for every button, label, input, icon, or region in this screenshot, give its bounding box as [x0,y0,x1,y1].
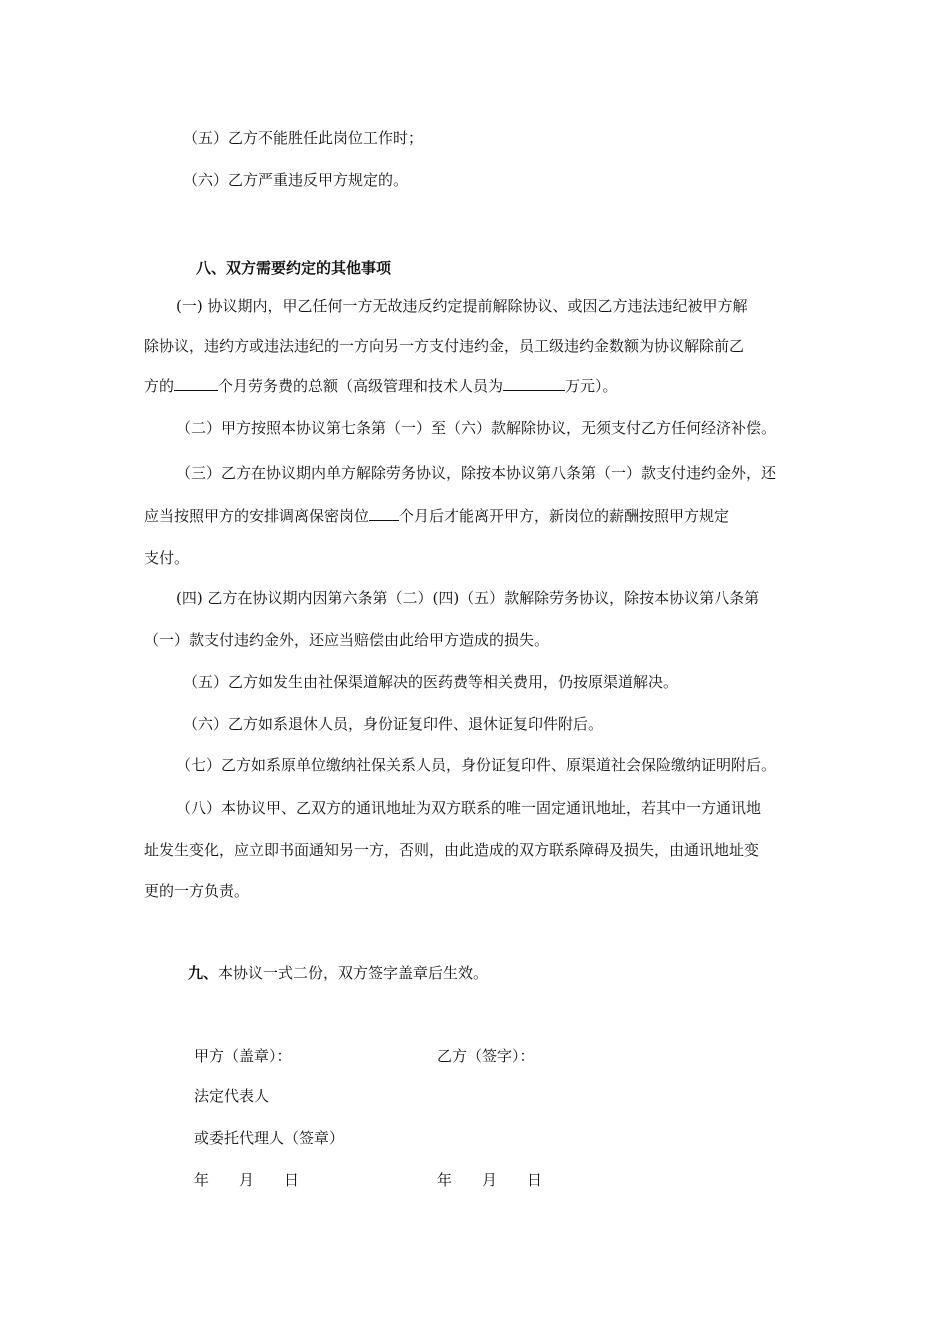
clause-8-item-8-line-2: 址发生变化，应立即书面通知另一方，否则，由此造成的双方联系障碍及损失，由通讯地址变 [144,841,760,859]
clause-8-item-1-text-c: 万元）。 [565,377,618,395]
party-b-date: 年 月 日 [437,1171,543,1189]
clause-7-item-6: （六）乙方严重违反甲方规定的。 [183,171,409,189]
clause-8-item-1-text-a: 方的 [144,377,175,395]
section-9 [188,963,488,983]
clause-8-item-1-text-b: 个月劳务费的总额（高级管理和技术人员为 [218,377,504,395]
party-a-date: 年 月 日 [194,1171,300,1189]
clause-8-item-4-line-2: （一）款支付违约金外，还应当赔偿由此给甲方造成的损失。 [144,631,550,649]
clause-8-item-8-line-1: （八）本协议甲、乙双方的通讯地址为双方联系的唯一固定通讯地址，若其中一方通讯地 [176,799,762,817]
clause-8-item-3-text-a: 应当按照甲方的安排调离保密岗位 [144,507,370,525]
clause-8-item-1-line-1: (一) 协议期内，甲乙任何一方无故违反约定提前解除协议、或因乙方违法违纪被甲方解 [176,297,748,315]
clause-8-item-6: （六）乙方如系退休人员，身份证复印件、退休证复印件附后。 [183,715,604,733]
blank-months [174,376,218,391]
blank-amount [503,376,565,391]
clause-8-item-3-text-b: 个月后才能离开甲方，新岗位的薪酬按照甲方规定 [399,507,730,525]
clause-8-item-2: （二）甲方按照本协议第七条第（一）至（六）款解除协议，无须支付乙方任何经济补偿。 [176,419,777,437]
clause-8-item-7: （七）乙方如系原单位缴纳社保关系人员，身份证复印件、原渠道社会保险缴纳证明附后。 [176,756,777,774]
clause-8-item-8-line-3: 更的一方负责。 [144,882,250,900]
party-a-seal-label: 甲方（盖章）： [194,1047,292,1065]
clause-8-item-4-line-1: (四) 乙方在协议期内因第六条第（二）(四)（五）款解除劳务协议，除按本协议第八条第 [176,589,760,607]
clause-7-item-5: （五）乙方不能胜任此岗位工作时； [183,129,424,147]
clause-8-item-5: （五）乙方如发生由社保渠道解决的医药费等相关费用，仍按原渠道解决。 [183,673,679,691]
clause-8-item-1-line-2: 除协议，违约方或违法违纪的一方向另一方支付违约金，员工级违约金数额为协议解除前乙 [144,337,745,355]
authorized-agent-label: 或委托代理人（签章） [194,1129,345,1147]
legal-representative-label: 法定代表人 [194,1087,270,1105]
clause-8-item-3-line-1: （三）乙方在协议期内单方解除劳务协议，除按本协议第八条第（一）款支付违约金外，还 [176,464,777,482]
section-9-text: 本协议一式二份，双方签字盖章后生效。 [218,964,489,982]
blank-months-2 [369,506,399,521]
clause-8-item-3-line-2 [144,506,729,526]
section-9-number: 九、 [188,964,219,982]
clause-8-item-3-line-3: 支付。 [144,549,190,567]
clause-8-item-1-line-3 [144,376,618,396]
party-b-signature-label: 乙方（签字）： [437,1047,535,1065]
section-8-heading: 八、双方需要约定的其他事项 [196,259,392,277]
